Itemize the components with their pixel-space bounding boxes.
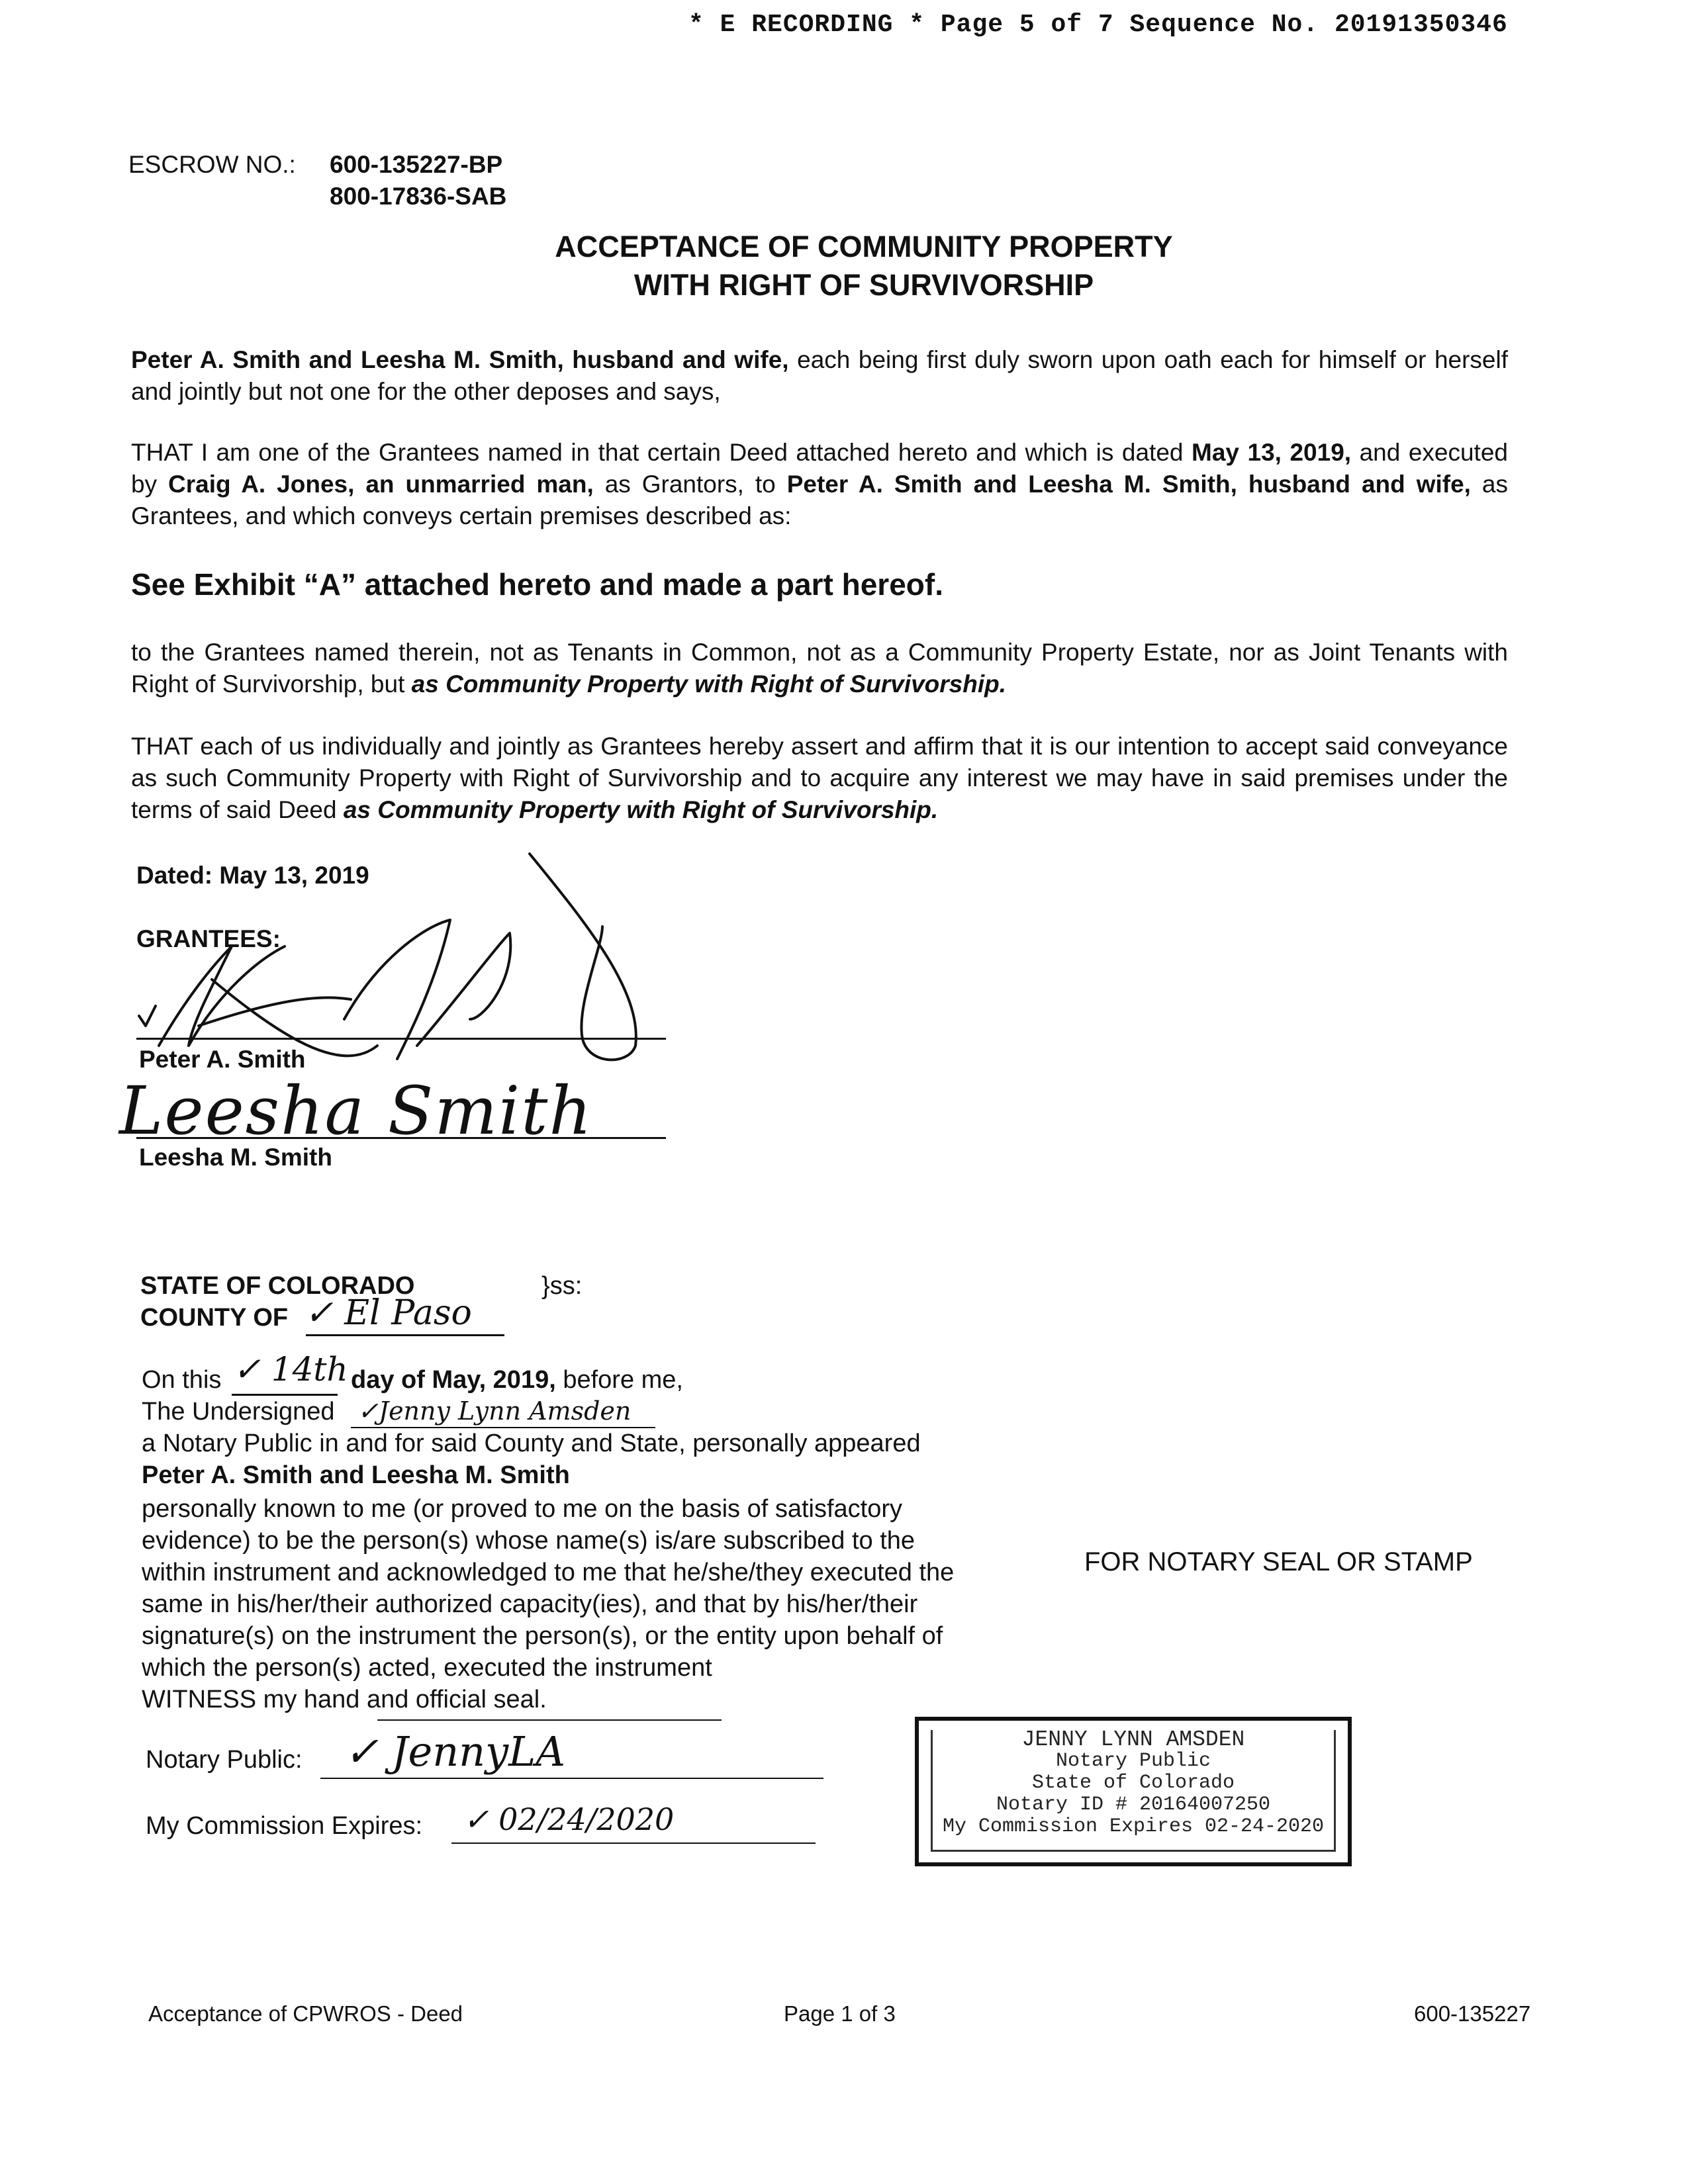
notary-sig-upper-line: [377, 1719, 722, 1721]
grantees-label: GRANTEES:: [136, 925, 281, 952]
signer-2-name: Leesha M. Smith: [139, 1144, 332, 1171]
grantee-names: Peter A. Smith and Leesha M. Smith, husband and wife,: [786, 471, 1471, 498]
stamp-id: Notary ID # 20164007250: [996, 1794, 1271, 1816]
stamp-name: JENNY LYNN AMSDEN: [1021, 1727, 1245, 1752]
day-text-row: [351, 1366, 683, 1394]
grantor-name: Craig A. Jones, an unmarried man,: [168, 471, 594, 498]
intro-text: each being first duly sworn upon oath each for himself or herself and jointly but not one for the other deposes and says,: [131, 346, 1508, 405]
document-title: [0, 228, 1688, 304]
notary-body: [142, 1493, 954, 1715]
signature-leesha: Leesha Smith: [119, 1072, 593, 1150]
county-value: ✓ El Paso: [305, 1293, 472, 1333]
notary-ss: }ss:: [541, 1272, 583, 1300]
recording-header: * E RECORDING * Page 5 of 7 Sequence No. 20191350346: [688, 11, 1508, 39]
signature-line-1: [136, 1038, 666, 1040]
day-line: [232, 1394, 338, 1396]
that-paragraph: [131, 437, 1508, 532]
notary-public-label: Notary Public:: [146, 1746, 303, 1774]
notary-stamp: [915, 1717, 1352, 1866]
commission-expires-line: [451, 1843, 816, 1844]
appeared-names: Peter A. Smith and Leesha M. Smith: [142, 1461, 570, 1489]
affirm-paragraph: [131, 731, 1508, 826]
notary-seal-label: FOR NOTARY SEAL OR STAMP: [1084, 1547, 1473, 1576]
tenants-text: to the Grantees named therein, not as Tenants in Common, not as a Community Property Estate, nor as Joint Tenants with Right of Survivorship, but: [131, 639, 1508, 698]
footer-left: Acceptance of CPWROS - Deed: [148, 2001, 463, 2026]
that-text-3: as Grantors, to: [593, 471, 787, 498]
signer-1-name: Peter A. Smith: [139, 1046, 306, 1073]
title-line-2: WITH RIGHT OF SURVIVORSHIP: [633, 268, 1094, 302]
day-value: ✓ 14th: [233, 1350, 348, 1388]
deed-date: May 13, 2019,: [1192, 439, 1352, 466]
affirm-emphasis: as Community Property with Right of Survivorship.: [343, 796, 939, 823]
affirm-text: THAT each of us individually and jointly as Grantees hereby assert and affirm that it is our intention to accept said conveyance as such Community Property with Right of Survivorship and to acquire any interest we may have in said premises under the terms of said Deed: [131, 733, 1508, 823]
tenants-paragraph: [131, 637, 1508, 700]
notary-body-line: within instrument and acknowledged to me that he/she/they executed the: [142, 1559, 955, 1586]
notary-body-line: signature(s) on the instrument the person(s), or the entity upon behalf of: [142, 1622, 943, 1650]
commission-expires-label: My Commission Expires:: [146, 1812, 423, 1840]
footer-right: 600-135227: [1414, 2001, 1531, 2026]
commission-expires-value: ✓ 02/24/2020: [463, 1801, 675, 1837]
undersigned-line: [351, 1427, 655, 1428]
intro-parties: Peter A. Smith and Leesha M. Smith, husband and wife,: [131, 346, 789, 373]
notary-body-line: same in his/her/their authorized capacity(ies), and that by his/her/their: [142, 1590, 918, 1618]
footer-center: Page 1 of 3: [784, 2001, 896, 2026]
notary-body-line: which the person(s) acted, executed the instrument: [142, 1654, 712, 1682]
notary-public-signature: ✓ JennyLA: [344, 1727, 566, 1776]
undersigned-signature: ✓Jenny Lynn Amsden: [357, 1396, 632, 1426]
stamp-text: [919, 1729, 1348, 1838]
tenants-emphasis: as Community Property with Right of Survivorship.: [411, 670, 1007, 698]
stamp-expires: My Commission Expires 02-24-2020: [942, 1815, 1325, 1838]
escrow-number-1: 600-135227-BP: [330, 151, 503, 178]
notary-body-line: WITNESS my hand and official seal.: [142, 1686, 547, 1713]
day-of-month: day of May, 2019,: [351, 1366, 556, 1394]
escrow-number-2: 800-17836-SAB: [330, 183, 507, 210]
title-line-1: ACCEPTANCE OF COMMUNITY PROPERTY: [555, 230, 1173, 263]
appeared-text: a Notary Public in and for said County and State, personally appeared: [142, 1430, 921, 1457]
before-me: before me,: [555, 1366, 683, 1394]
signature-line-2: [136, 1137, 666, 1139]
that-text-2: and executed by: [131, 439, 1508, 498]
county-line: [306, 1334, 504, 1336]
stamp-state: State of Colorado: [1031, 1772, 1235, 1794]
undersigned-label: The Undersigned: [142, 1398, 335, 1426]
county-label: COUNTY OF: [140, 1304, 289, 1332]
on-this-label: On this: [142, 1366, 222, 1394]
exhibit-line: See Exhibit “A” attached hereto and made a part hereof.: [131, 567, 943, 602]
intro-paragraph: [131, 344, 1508, 408]
that-text-4: as Grantees, and which conveys certain premises described as:: [131, 471, 1509, 529]
escrow-label: ESCROW NO.:: [128, 151, 296, 178]
stamp-role: Notary Public: [1055, 1750, 1211, 1772]
notary-body-line: personally known to me (or proved to me on the basis of satisfactory: [142, 1495, 902, 1523]
notary-body-line: evidence) to be the person(s) whose name(s) is/are subscribed to the: [142, 1527, 915, 1555]
dated-line: Dated: May 13, 2019: [136, 862, 369, 889]
that-text-1: THAT I am one of the Grantees named in that certain Deed attached hereto and which is dated: [131, 439, 1192, 466]
notary-state: STATE OF COLORADO: [140, 1272, 415, 1300]
notary-public-line: [320, 1778, 823, 1779]
